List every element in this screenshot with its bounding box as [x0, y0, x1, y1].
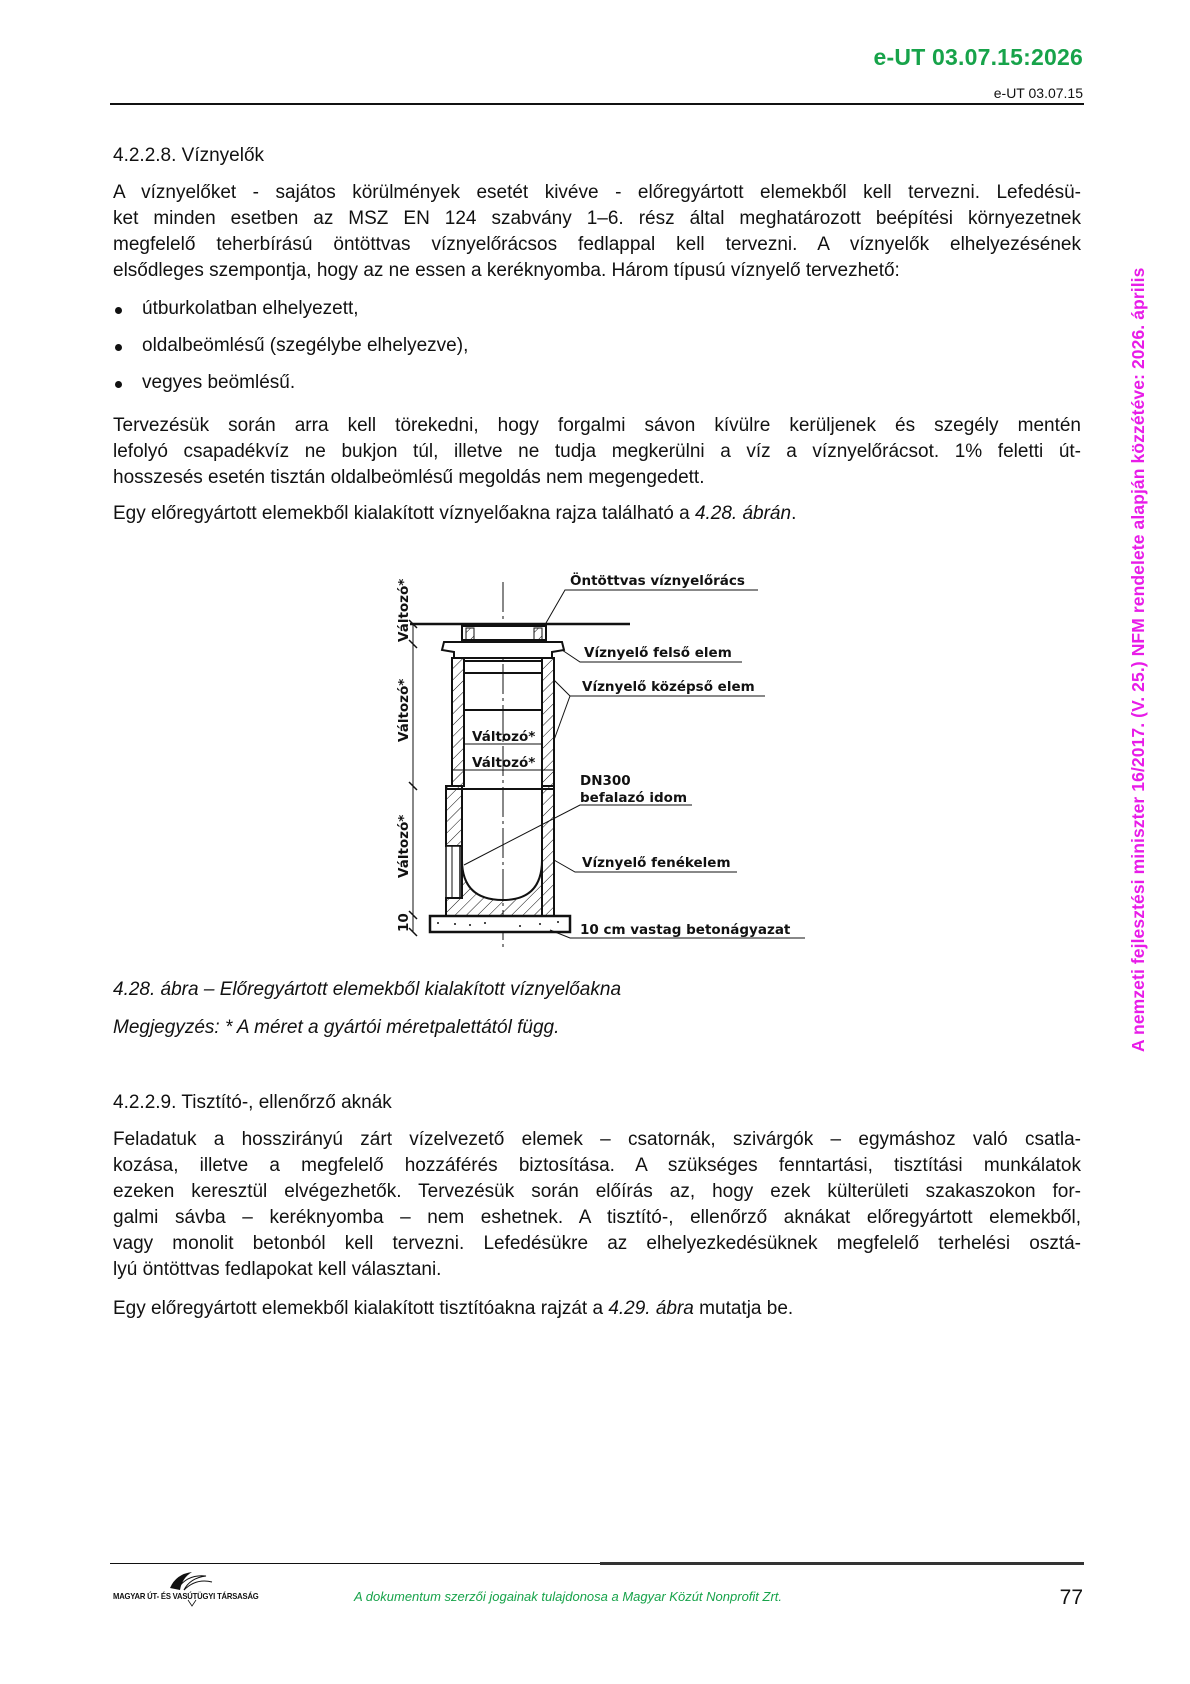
label-dn300: DN300 — [580, 773, 631, 789]
text-span: Egy előregyártott elemekből kialakított víznyelőakna rajza található a — [113, 503, 695, 524]
bullet-text: vegyes beömlésű. — [142, 372, 296, 393]
label-middle-element: Víznyelő középső elem — [582, 679, 755, 695]
bullet-dot-icon — [115, 344, 122, 351]
text-line: Feladatuk a hosszirányú zárt vízelvezető elemek – csatornák, szivárgók – egymáshoz való csatla- — [113, 1129, 1081, 1150]
figure-caption: 4.28. ábra – Előregyártott elemekből kialakított víznyelőakna — [113, 979, 622, 1000]
bullet-text: oldalbeömlésű (szegélybe elhelyezve), — [142, 335, 469, 356]
figure-note: Megjegyzés: * A méret a gyártói méretpalettától függ. — [113, 1017, 560, 1038]
bottom-wall-left — [446, 786, 462, 846]
paragraph-figure-reference-2 — [113, 1296, 1081, 1322]
label-dn300-fitting: befalazó idom — [580, 790, 688, 806]
footer-divider-right — [600, 1562, 1084, 1565]
bullet-item — [113, 333, 468, 370]
document-code-short: e-UT 03.07.15 — [993, 85, 1083, 101]
bullet-dot-icon — [115, 307, 122, 314]
text-line: ket minden esetben az MSZ EN 124 szabvány 1–6. rész által meghatározott beépítési környezetnek — [113, 208, 1081, 229]
dimension-label-middle: Változó* — [396, 678, 412, 742]
text-span: . — [791, 503, 797, 524]
text-line: vagy monolit betonból kell tervezni. Lefedésükre az elhelyezkedésüknek megfelelő terhelési osztá- — [113, 1233, 1081, 1254]
bullet-list-types — [113, 296, 468, 407]
text-line: lyú öntöttvas fedlapokat kell választani. — [113, 1259, 442, 1280]
text-line: elsődleges szempontja, hogy az ne essen a keréknyomba. Három típusú víznyelő tervezhető: — [113, 260, 900, 281]
text-span: mutatja be. — [693, 1298, 794, 1319]
bullet-dot-icon — [115, 381, 122, 388]
header-divider — [110, 103, 1084, 105]
top-element-flange — [442, 642, 564, 658]
middle-wall-right — [542, 658, 554, 786]
text-line: Tervezésük során arra kell törekedni, hogy forgalmi sávon kívülre kerüljenek és szegély mentén — [113, 415, 1081, 436]
bottom-wall-right — [542, 786, 554, 916]
dimension-label-top: Változó* — [396, 578, 412, 642]
dimension-label-base: 10 — [396, 913, 412, 932]
copyright-notice: A dokumentum szerzői jogainak tulajdonosa a Magyar Közút Nonprofit Zrt. — [354, 1589, 783, 1604]
text-line: ezeken keresztül elvégezhetők. Tervezésük során előírás az, hogy ezek külterületi szakaszokon for- — [113, 1181, 1081, 1202]
text-line: hosszesés esetén tisztán oldalbeömlésű megoldás nem megengedett. — [113, 467, 705, 488]
paragraph-design-rules — [113, 413, 1081, 491]
text-line: lefolyó csapadékvíz ne bukjon túl, illetve ne tudja megkerülni a víz a víznyelőrácsot. 1% feletti út- — [113, 441, 1081, 462]
grate-hatch-right — [534, 628, 542, 640]
dimension-label-bottom: Változó* — [396, 814, 412, 878]
bullet-item — [113, 370, 468, 407]
page-number: 77 — [1059, 1586, 1083, 1609]
bullet-text: útburkolatban elhelyezett, — [142, 298, 359, 319]
label-grate: Öntöttvas víznyelőrács — [570, 573, 745, 589]
middle-wall-left — [452, 658, 464, 786]
society-logo-text: MAGYAR ÚT- ÉS VASÚTÜGYI TÁRSASÁG — [113, 1591, 259, 1601]
text-line: kozása, illetve a megfelelő hozzáférés biztosítása. A szükséges fenntartási, tisztítási munkálatok — [113, 1155, 1081, 1176]
grate-hatch-left — [466, 628, 474, 640]
label-bottom-element: Víznyelő fenékelem — [582, 855, 731, 871]
section-heading-inspection-chambers: 4.2.2.9. Tisztító-, ellenőrző aknák — [113, 1092, 392, 1113]
inner-dimension-label: Változó* — [472, 755, 536, 771]
figure-gully-shaft-drawing — [380, 560, 840, 960]
dn300-inlet — [446, 846, 460, 898]
label-top-element: Víznyelő felső elem — [584, 645, 732, 661]
paragraph-intro — [113, 180, 1081, 284]
text-line: A víznyelőket - sajátos körülmények esetét kivéve - előregyártott elemekből kell tervezni. Lefedésü- — [113, 182, 1081, 203]
paragraph-figure-reference — [113, 501, 1081, 527]
text-line: megfelelő teherbírású öntöttvas víznyelőrácsos fedlappal kell tervezni. A víznyelők elhelyezésének — [113, 234, 1081, 255]
text-span: Egy előregyártott elemekből kialakított tisztítóakna rajzát a — [113, 1298, 609, 1319]
section-heading-viznyelok: 4.2.2.8. Víznyelők — [113, 145, 265, 166]
figure-reference: 4.29. ábra — [608, 1298, 694, 1319]
concrete-bedding — [430, 916, 570, 932]
bullet-item — [113, 296, 468, 333]
inner-dimension-label: Változó* — [472, 729, 536, 745]
label-concrete-bedding: 10 cm vastag betonágyazat — [580, 922, 791, 938]
text-line: galmi sávba – keréknyomba – nem eshetnek. A tisztító-, ellenőrző aknákat előregyártott elemekből, — [113, 1207, 1081, 1228]
footer-divider-left — [110, 1563, 600, 1564]
document-code: e-UT 03.07.15:2026 — [873, 44, 1083, 70]
paragraph-inspection-chambers — [113, 1127, 1081, 1283]
grate-body — [462, 626, 546, 640]
figure-reference: 4.28. ábrán — [694, 503, 792, 524]
publication-side-note: A nemzeti fejlesztési miniszter 16/2017. (V. 25.) NFM rendelete alapján közzétéve: 2026. április — [1128, 267, 1148, 1052]
